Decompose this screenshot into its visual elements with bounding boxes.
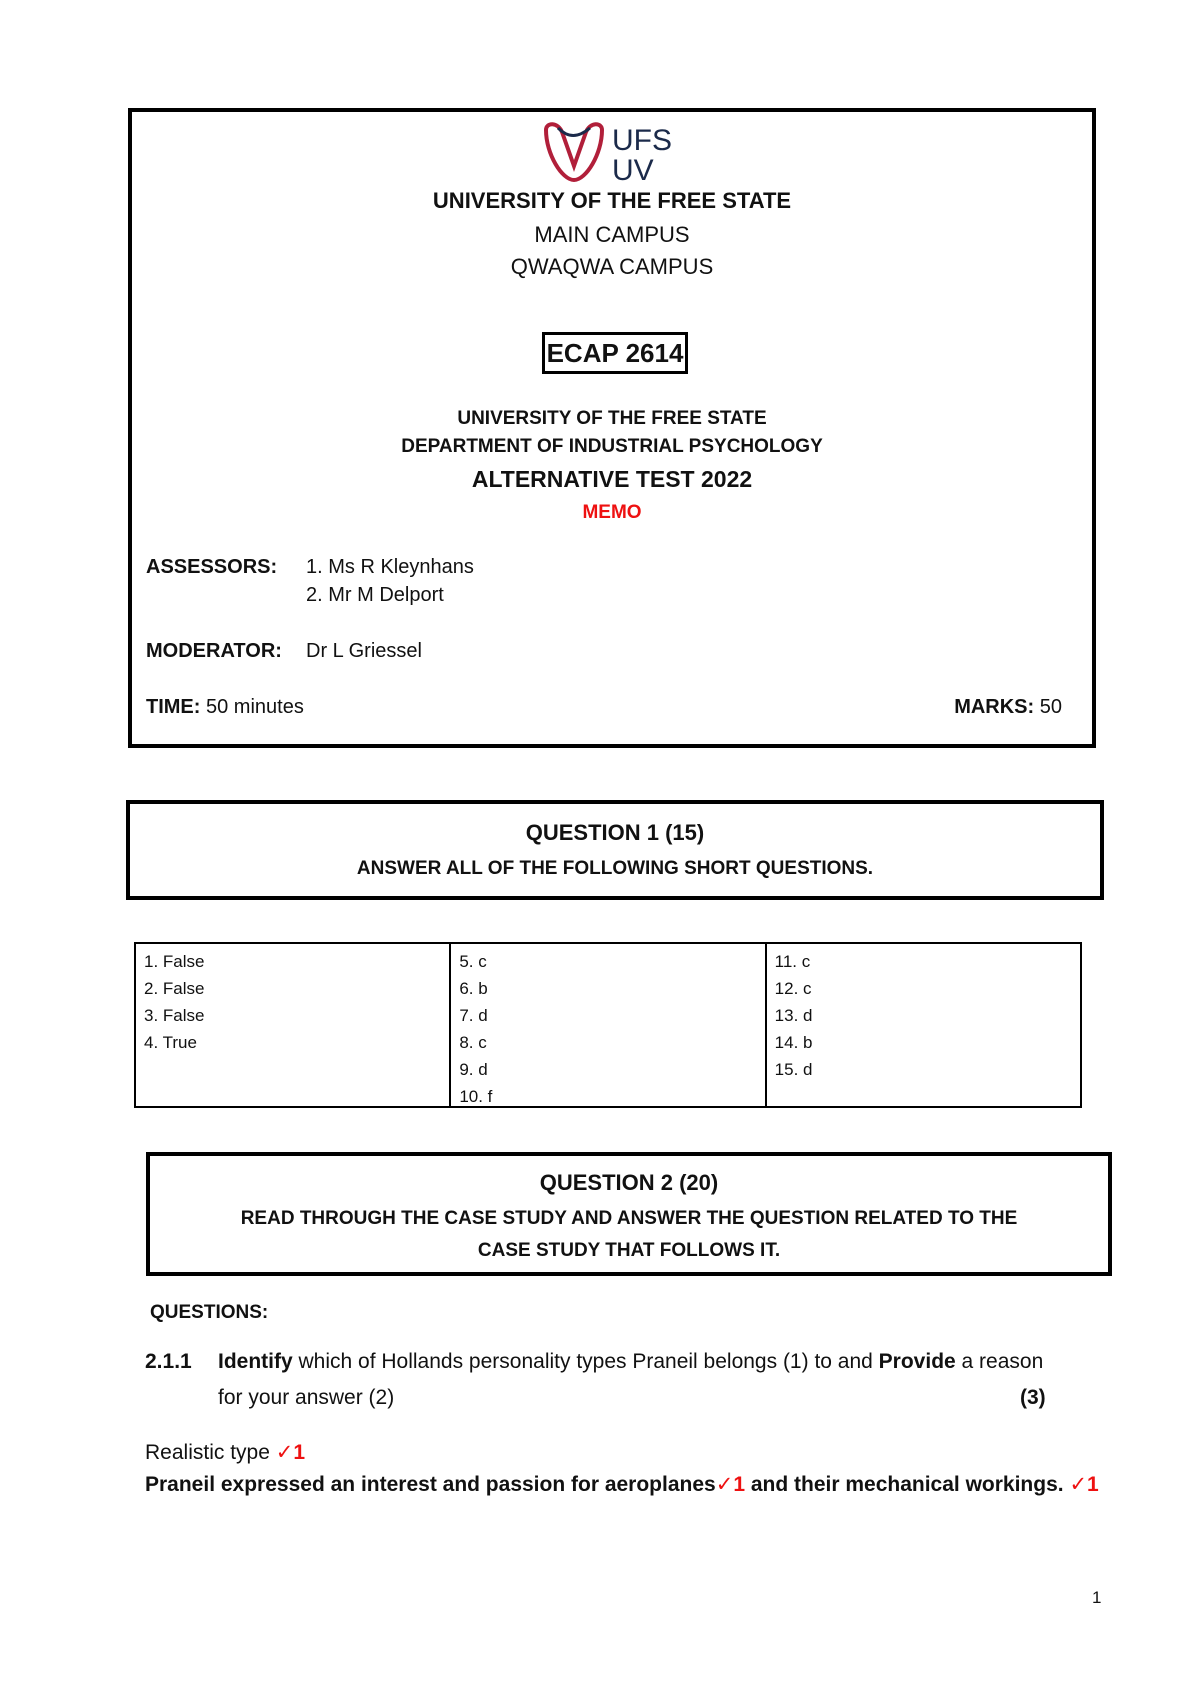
answer-text: Realistic type [145,1441,276,1464]
provide-word: Provide [878,1350,956,1373]
answer-item: 13. d [774,1006,813,1025]
answer-column [765,944,1080,1106]
institution-name: UNIVERSITY OF THE FREE STATE [432,188,792,213]
assessor-1: 1. Ms R Kleynhans [306,556,474,578]
answer-item: 5. c [459,952,487,971]
answer-text: Praneil expressed an interest and passion for aeroplanes [145,1473,716,1496]
question-text-2: a reason [955,1350,1044,1373]
answer-table [134,942,1082,1108]
answer-column [449,944,764,1106]
answer-item: 15. d [774,1060,813,1079]
answer-item: 9. d [459,1060,488,1079]
campus-main: MAIN CAMPUS [534,222,690,247]
campus-qwaqwa: QWAQWA CAMPUS [510,254,714,279]
page-number: 1 [1092,1588,1102,1607]
answer-item: 14. b [774,1033,813,1052]
department-name: DEPARTMENT OF INDUSTRIAL PSYCHOLOGY [401,436,823,457]
question-1-title: QUESTION 1 (15) [525,820,705,845]
question-2-1-1-text [218,1350,1043,1374]
answer-item: 6. b [459,979,488,998]
logo-text-ufs: UFS [612,124,672,157]
assessors-label: ASSESSORS: [146,556,278,578]
tick-mark: ✓1 [1069,1473,1099,1496]
question-1-box [126,800,1104,900]
question-number: 2.1.1 [145,1350,192,1373]
question-2-instruction-1: READ THROUGH THE CASE STUDY AND ANSWER THE QUESTION RELATED TO THE [240,1208,1018,1229]
answer-item: 1. False [144,952,205,971]
answer-item: 11. c [774,952,811,971]
answer-item: 2. False [144,979,205,998]
moderator-label: MODERATOR: [146,640,282,662]
question-2-box [146,1152,1112,1276]
marks-label: MARKS: [954,696,1035,718]
answer-item: 10. f [459,1087,493,1106]
memo-label: MEMO [582,502,642,523]
marks-row [954,696,1062,719]
answer-item: 12. c [774,979,812,998]
question-text-1: which of Hollands personality types Praneil belongs (1) to and [292,1350,879,1373]
question-1-instruction: ANSWER ALL OF THE FOLLOWING SHORT QUESTIONS. [356,858,874,879]
time-row [146,696,304,719]
moderator-name: Dr L Griessel [306,640,422,662]
answer-item: 4. True [144,1033,197,1052]
question-2-instruction-2: CASE STUDY THAT FOLLOWS IT. [477,1240,781,1261]
cover-box [128,108,1096,748]
time-label: TIME: [146,696,201,718]
answer-line-1 [145,1440,305,1465]
question-marks: (3) [1020,1386,1046,1409]
answer-column [136,944,449,1106]
answer-line-2 [145,1472,1099,1497]
answer-item: 7. d [459,1006,488,1025]
test-title: ALTERNATIVE TEST 2022 [471,466,753,492]
questions-label: QUESTIONS: [150,1302,269,1323]
assessor-2: 2. Mr M Delport [306,584,444,606]
marks-value: 50 [1039,696,1062,718]
tick-mark: ✓1 [715,1473,745,1496]
question-2-1-1-line2: for your answer (2) [218,1386,395,1409]
ufs-logo [538,118,698,188]
identify-word: Identify [218,1350,293,1373]
time-value: 50 minutes [206,696,304,718]
answer-item: 8. c [459,1033,487,1052]
module-code: ECAP 2614 [542,332,688,374]
question-2-title: QUESTION 2 (20) [539,1170,719,1195]
answer-item: 3. False [144,1006,205,1025]
answer-text: and their mechanical workings. [745,1473,1070,1496]
question-2-1-1 [145,1350,192,1374]
institution-name-2: UNIVERSITY OF THE FREE STATE [457,408,767,429]
logo-text-uv: UV [612,154,654,187]
tick-mark: ✓1 [275,1441,305,1464]
